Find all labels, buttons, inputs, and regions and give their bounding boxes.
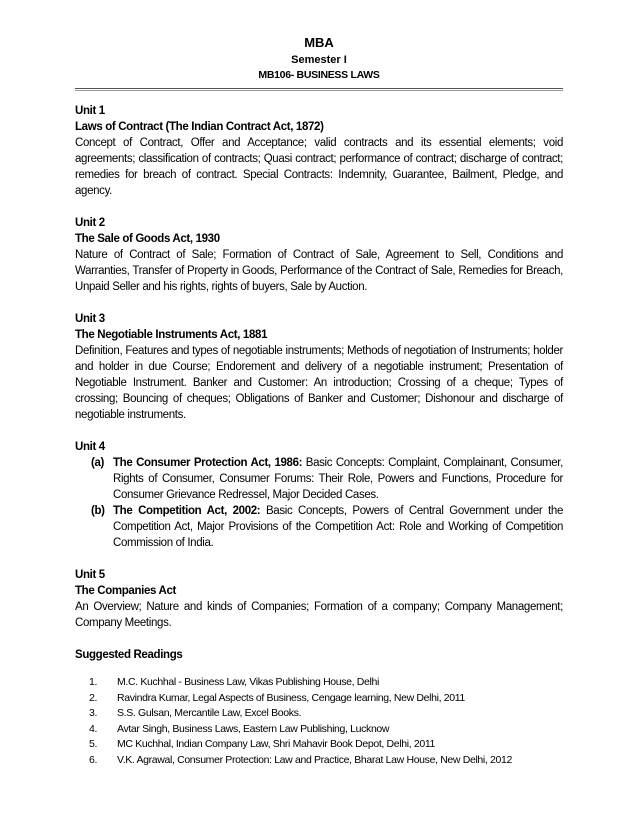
unit-5-text: An Overview; Nature and kinds of Companies; Formation of a company; Company Management; Company Meetings.	[75, 601, 563, 629]
syllabus-page	[75, 34, 563, 768]
list-number: 5.	[89, 738, 98, 750]
readings-heading: Suggested Readings	[75, 649, 183, 661]
list-item	[75, 675, 563, 691]
unit-2-title: The Sale of Goods Act, 1930	[75, 233, 220, 245]
document-header	[75, 34, 563, 82]
unit-2-text: Nature of Contract of Sale; Formation of Contract of Sale, Agreement to Sell, Conditions and Warranties, Transfer of Property in Goods, Performance of the Contract of Sale, Remedies for Breach, Unpaid Seller and his rights, rights of buyers, Sale by Auction.	[75, 249, 563, 293]
part-a-body	[113, 455, 563, 503]
unit-4-part-b	[91, 503, 563, 551]
list-item	[75, 691, 563, 707]
part-a-label: (a)	[91, 457, 105, 469]
part-b-label: (b)	[91, 505, 105, 517]
course-title: MB106- BUSINESS LAWS	[258, 69, 380, 81]
unit-1-section	[75, 103, 563, 199]
unit-3-text: Definition, Features and types of negotiable instruments; Methods of negotiation of Instruments; holder and holder in due Course; Endorement and delivery of a negotiable instrument; Presentation of Negotiable Instrument. Banker and Customer: An introduction; Crossing of a cheque; Types of crossing; Bouncing of cheques; Obligations of Banker and Customer; Dishonour and discharge of negotiable instruments.	[75, 345, 563, 421]
reading-text: M.C. Kuchhal - Business Law, Vikas Publishing House, Delhi	[117, 676, 379, 688]
list-number: 2.	[89, 691, 98, 704]
program-title: MBA	[304, 35, 334, 50]
unit-4-label: Unit 4	[75, 441, 105, 453]
part-b-act: The Competition Act, 2002:	[113, 505, 261, 517]
unit-5-label: Unit 5	[75, 569, 105, 581]
list-item	[75, 722, 563, 738]
unit-2-section	[75, 215, 563, 295]
list-number: 1.	[89, 676, 98, 688]
list-item	[75, 706, 563, 722]
list-number: 4.	[89, 722, 98, 735]
unit-4-part-a	[91, 455, 563, 503]
semester-title: Semester I	[291, 54, 347, 66]
reading-text: Avtar Singh, Business Laws, Eastern Law Publishing, Lucknow	[117, 722, 390, 735]
part-a-text: Basic Concepts: Complaint, Complainant, Consumer, Rights of Consumer, Consumer Forums: Their Role, Powers and Functions, Procedure for Consumer Grievance Redressel, Major Decided Cases.	[113, 457, 563, 501]
reading-text: Ravindra Kumar, Legal Aspects of Business, Cengage learning, New Delhi, 2011	[117, 691, 465, 704]
unit-4-section	[75, 439, 563, 551]
unit-1-label: Unit 1	[75, 105, 105, 117]
unit-1-text: Concept of Contract, Offer and Acceptance; valid contracts and its essential elements; void agreements; classification of contracts; Quasi contract; performance of contract; discharge of contract; remedies for breach of contract. Special Contracts: Indemnity, Guarantee, Bailment, Pledge, and agency.	[75, 137, 563, 197]
unit-3-title: The Negotiable Instruments Act, 1881	[75, 329, 268, 341]
unit-5-section	[75, 567, 563, 631]
reading-text: MC Kuchhal, Indian Company Law, Shri Mahavir Book Depot, Delhi, 2011	[117, 738, 436, 750]
readings-section	[75, 647, 563, 768]
unit-3-label: Unit 3	[75, 313, 105, 325]
part-b-text: Basic Concepts, Powers of Central Government under the Competition Act, Major Provisions of the Competition Act: Role and Working of Competition Commission of India.	[113, 505, 563, 549]
readings-list	[75, 675, 563, 768]
list-number: 3.	[89, 707, 98, 719]
list-item	[75, 737, 563, 753]
part-b-body	[113, 503, 563, 551]
unit-3-section	[75, 311, 563, 423]
reading-text: S.S. Gulsan, Mercantile Law, Excel Books.	[117, 707, 302, 719]
unit-2-label: Unit 2	[75, 217, 105, 229]
reading-text: V.K. Agrawal, Consumer Protection: Law and Practice, Bharat Law House, New Delhi, 2012	[117, 753, 512, 766]
header-divider	[75, 88, 563, 91]
list-number: 6.	[89, 753, 98, 766]
unit-1-title: Laws of Contract (The Indian Contract Act, 1872)	[75, 121, 324, 133]
unit-5-title: The Companies Act	[75, 585, 176, 597]
list-item	[75, 753, 563, 769]
part-a-act: The Consumer Protection Act, 1986:	[113, 457, 303, 469]
